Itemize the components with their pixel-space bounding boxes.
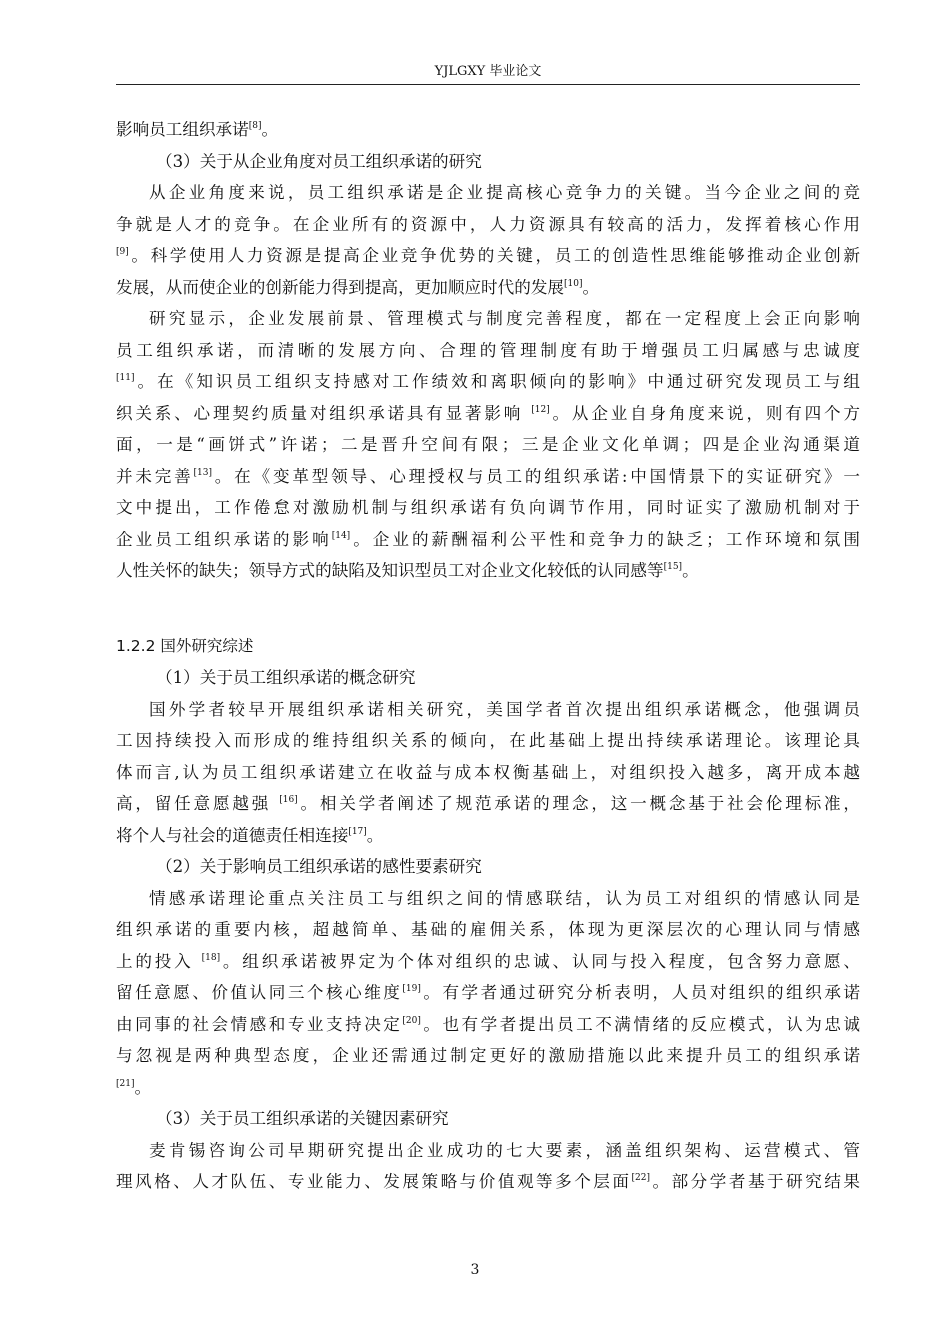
citation: [14]: [331, 530, 351, 541]
text-line: 国外学者较早开展组织承诺相关研究，美国学者首次提出组织承诺概念，他强调员: [149, 699, 860, 719]
subsection-heading: 1.2.2 国外研究综述: [116, 636, 254, 655]
running-header: YJLGXY 毕业论文: [434, 64, 542, 79]
text-line: [116, 977, 860, 1009]
text: 。也有学者提出员工不满情绪的反应模式，认为忠诚: [420, 1014, 860, 1034]
text: 。部分学者基于研究结果: [649, 1172, 860, 1191]
text-line: 体而言,认为员工组织承诺建立在收益与成本权衡基础上，对组织投入越多，离开成本越: [116, 762, 860, 782]
citation: [15]: [663, 562, 683, 572]
text-line: [116, 555, 860, 587]
text: 将个人与社会的道德责任相连接: [116, 825, 349, 845]
text: 企业员工组织承诺的影响: [116, 529, 332, 549]
text-line: 面，一是“画饼式”许诺；二是晋升空间有限；三是企业文化单调；四是企业沟通渠道: [116, 435, 860, 454]
citation: [17]: [348, 826, 367, 837]
text-line: [116, 1166, 860, 1198]
section-heading: （2）关于影响员工组织承诺的感性要素研究: [156, 857, 482, 876]
header-rule: [116, 84, 860, 85]
text: 人性关怀的缺失；领导方式的缺陷及知识型员工对企业文化较低的认同感等: [116, 561, 664, 580]
text: 理风格、人才队伍、专业能力、发展策略与价值观等多个层面: [116, 1172, 632, 1191]
section-heading: （1）关于员工组织承诺的概念研究: [156, 668, 416, 687]
text: 织关系、心理契约质量对组织承诺具有显著影响: [116, 403, 532, 423]
text: 。在《知识员工组织支持感对工作绩效和离职倾向的影响》中通过研究发现员工与组: [134, 372, 860, 391]
citation: [10]: [564, 278, 583, 289]
citation: [8]: [248, 121, 262, 131]
text: 。相关学者阐述了规范承诺的理念，这一概念基于社会伦理标准，: [297, 794, 860, 813]
citation: [20]: [402, 1015, 421, 1026]
text-line: [116, 946, 860, 978]
citation: [21]: [116, 1078, 135, 1089]
text: 。组织承诺被界定为个体对组织的忠诚、认同与投入程度，包含努力意愿、: [220, 951, 860, 971]
text-line: [116, 114, 860, 146]
text-line: 与忽视是两种典型态度，企业还需通过制定更好的激励措施以此来提升员工的组织承诺: [116, 1046, 860, 1065]
text-line: [116, 1072, 860, 1104]
text-line: 工因持续投入而形成的维持组织关系的倾向，在此基础上提出持续承诺理论。该理论具: [116, 731, 860, 750]
text: 。从企业自身角度来说，则有四个方: [549, 403, 860, 423]
spacer: [116, 587, 860, 631]
section-heading: （3）关于员工组织承诺的关键因素研究: [156, 1109, 449, 1128]
text-line: 从企业角度来说，员工组织承诺是企业提高核心竞争力的关键。当今企业之间的竞: [149, 183, 860, 202]
text: 。: [582, 277, 600, 297]
text-line: 情感承诺理论重点关注员工与组织之间的情感联结，认为员工对组织的情感认同是: [149, 888, 860, 908]
text: 。: [682, 561, 699, 580]
text-line: [116, 366, 860, 398]
citation: [19]: [402, 984, 421, 994]
text-line: 研究显示，企业发展前景、管理模式与制度完善程度，都在一定程度上会正向影响: [149, 309, 860, 328]
citation: [22]: [631, 1173, 650, 1183]
text-line: [116, 398, 860, 430]
text: 。: [261, 120, 279, 139]
text-line: 麦肯锡咨询公司早期研究提出企业成功的七大要素，涵盖组织架构、运营模式、管: [149, 1140, 860, 1160]
text-line: [116, 1009, 860, 1041]
text-line: [116, 240, 860, 272]
text-line: [116, 820, 860, 852]
citation: [11]: [116, 373, 135, 383]
citation: [13]: [193, 467, 213, 478]
text: 留任意愿、价值认同三个核心维度: [116, 983, 403, 1002]
text: 并未完善: [116, 466, 194, 486]
citation: [12]: [531, 404, 550, 415]
text: 影响员工组织承诺: [116, 120, 249, 139]
text-line: 争就是人才的竞争。在企业所有的资源中，人力资源具有较高的活力，发挥着核心作用: [116, 214, 860, 234]
text-line: [116, 461, 860, 493]
document-body: [116, 114, 860, 1198]
text-line: [116, 524, 860, 556]
text-line: 员工组织承诺，而清晰的发展方向、合理的管理制度有助于增强员工归属感与忠诚度: [116, 340, 860, 360]
section-heading: （3）关于从企业角度对员工组织承诺的研究: [156, 151, 482, 171]
citation: [18]: [201, 952, 221, 963]
page-number: 3: [470, 1262, 480, 1278]
text: 由同事的社会情感和专业支持决定: [116, 1014, 403, 1034]
text: 。: [134, 1077, 152, 1097]
text: 。科学使用人力资源是提高企业竞争优势的关键，员工的创造性思维能够推动企业创新: [128, 246, 860, 265]
text: 。有学者通过研究分析表明，人员对组织的组织承诺: [420, 983, 860, 1002]
text: 。: [366, 825, 384, 845]
text: 上的投入: [116, 951, 202, 971]
text-line: 文中提出，工作倦怠对激励机制与组织承诺有负向调节作用，同时证实了激励机制对于: [116, 498, 860, 517]
text: 高，留任意愿越强: [116, 794, 280, 813]
citation: [16]: [279, 795, 298, 805]
text: 。企业的薪酬福利公平性和竞争力的缺乏；工作环境和氛围: [350, 529, 860, 549]
text-line: [116, 788, 860, 820]
text: 发展，从而使企业的创新能力得到提高，更加顺应时代的发展: [116, 277, 565, 297]
citation: [9]: [116, 247, 129, 257]
text-line: 组织承诺的重要内核，超越简单、基础的雇佣关系，体现为更深层次的心理认同与情感: [116, 920, 860, 939]
text: 。在《变革型领导、心理授权与员工的组织承诺:中国情景下的实证研究》一: [212, 466, 860, 486]
text-line: [116, 272, 860, 304]
